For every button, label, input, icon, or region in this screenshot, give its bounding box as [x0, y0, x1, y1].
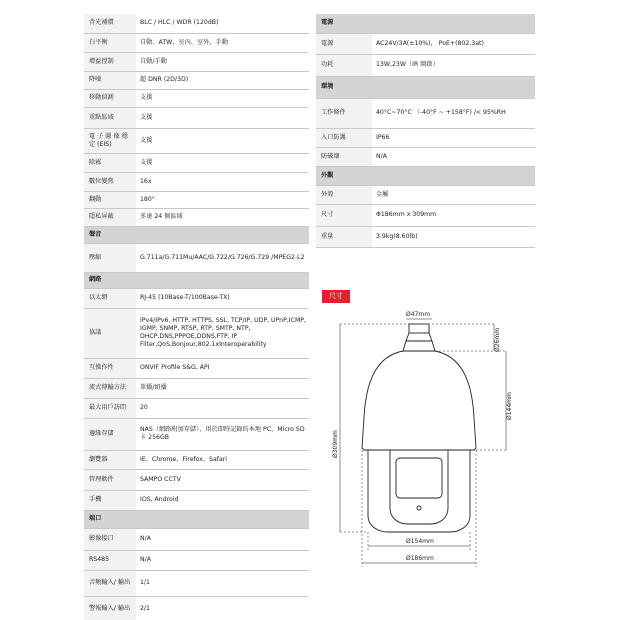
- spec-value: NAS（網路附加存儲），用於即時記錄的本地 PC，Micro SD 卡 256GB: [136, 418, 309, 450]
- spec-label: 工作條件: [316, 98, 372, 128]
- spec-value: BLC / HLC / WDR (120dB): [136, 14, 309, 33]
- spec-value: 金屬: [372, 185, 535, 204]
- left-section-row: [84, 510, 309, 528]
- right-spec-row: [316, 54, 535, 76]
- spec-label: 除霧: [84, 153, 136, 172]
- left-spec-row: [84, 191, 309, 208]
- spec-label: 重量: [316, 226, 372, 247]
- left-spec-row: [84, 243, 309, 272]
- left-section-row: [84, 226, 309, 243]
- spec-value: IPv4/IPv6, HTTP, HTTPS, SSL, TCP/IP, UDP, UPnP,ICMP, IGMP, SNMP, RTSP, RTP, SMTP, NTP, DHCP,DNS,PPPOE,DDNS,FTP, IP Filter,QoS,Bonjour,802.1xInteroperability: [136, 308, 309, 358]
- spec-label: 影像接口: [84, 528, 136, 550]
- spec-value: 單播/組播: [136, 378, 309, 398]
- spec-value: AC24V/3A(±10%)， PoE+(802.3at): [372, 33, 535, 54]
- spec-label: 數位變焦: [84, 172, 136, 191]
- camera-mount-top: [409, 324, 429, 333]
- spec-label: 最大用戶訪問: [84, 398, 136, 418]
- left-spec-row: [84, 107, 309, 128]
- right-spec-row: [316, 204, 535, 226]
- spec-value: IE、Chrome、Firefox、Safari: [136, 450, 309, 469]
- right-spec-row: [316, 33, 535, 54]
- dim-top-diameter-label: Ø47mm: [406, 311, 431, 318]
- left-spec-row: [84, 418, 309, 450]
- camera-dome-window: [390, 450, 448, 524]
- spec-label: 翻動: [84, 191, 136, 208]
- spec-value: 13W,23W（IR 開啟）: [372, 54, 535, 76]
- spec-label: 手機: [84, 490, 136, 510]
- spec-label: 重點區域: [84, 107, 136, 128]
- dim-body-diameter-label: Ø186mm: [406, 555, 434, 562]
- camera-dome-housing: [368, 450, 470, 532]
- spec-label: 降噪: [84, 71, 136, 89]
- spec-value: [136, 272, 309, 288]
- left-spec-row: [84, 358, 309, 378]
- spec-label: 移動偵測: [84, 89, 136, 107]
- spec-value: N/A: [136, 550, 309, 570]
- right-section-row: [316, 166, 535, 185]
- left-spec-row: [84, 172, 309, 191]
- spec-label: 增益控制: [84, 52, 136, 71]
- spec-label: 功耗: [316, 54, 372, 76]
- left-spec-row: [84, 378, 309, 398]
- spec-value: IOS, Android: [136, 490, 309, 510]
- spec-label: 白平衡: [84, 33, 136, 52]
- spec-value: 支援: [136, 89, 309, 107]
- spec-label: 警報輸入/ 輸出: [84, 596, 136, 620]
- camera-dimension-drawing: [318, 308, 530, 580]
- camera-neck: [403, 341, 435, 351]
- left-spec-row: [84, 128, 309, 153]
- spec-value: 20: [136, 398, 309, 418]
- spec-value: 40°C~70°C （-40°F ~ +158°F) /< 95%RH: [372, 98, 535, 128]
- spec-value: 支援: [136, 128, 309, 153]
- spec-label: 壓縮: [84, 243, 136, 272]
- section-title: 外觀: [316, 166, 372, 185]
- section-title: 電源: [316, 14, 372, 33]
- spec-value: [136, 226, 309, 243]
- right-section-row: [316, 14, 535, 33]
- spec-value: 3.9kg(8.60lb): [372, 226, 535, 247]
- camera-lens-block: [396, 458, 442, 498]
- left-spec-table: [84, 14, 309, 620]
- spec-label: 邊緣存儲: [84, 418, 136, 450]
- spec-value: ONVIF Profile S&G, API: [136, 358, 309, 378]
- spec-label: 外殼: [316, 185, 372, 204]
- spec-value: 自動、ATW、室內、室外、手動: [136, 33, 309, 52]
- right-spec-row: [316, 226, 535, 247]
- left-spec-row: [84, 596, 309, 620]
- spec-label: 協議: [84, 308, 136, 358]
- dim-bottom-diameter-label: Ø154mm: [406, 538, 434, 545]
- spec-value: N/A: [136, 528, 309, 550]
- spec-value: 2/1: [136, 596, 309, 620]
- left-spec-row: [84, 550, 309, 570]
- left-spec-row: [84, 89, 309, 107]
- left-spec-row: [84, 398, 309, 418]
- section-title: 環境: [316, 76, 372, 98]
- dim-total-height-label: Ø309mm: [332, 430, 339, 458]
- right-section-row: [316, 76, 535, 98]
- left-spec-row: [84, 469, 309, 490]
- spec-label: 電源: [316, 33, 372, 54]
- spec-label: 入口防護: [316, 128, 372, 147]
- right-spec-row: [316, 98, 535, 128]
- spec-value: 16x: [136, 172, 309, 191]
- spec-label: 以太網: [84, 288, 136, 308]
- spec-value: [136, 510, 309, 528]
- size-section-label: 尺寸: [322, 290, 350, 303]
- camera-collar: [406, 333, 432, 341]
- right-spec-row: [316, 185, 535, 204]
- left-spec-row: [84, 490, 309, 510]
- right-spec-row: [316, 128, 535, 147]
- section-title: 聲音: [84, 226, 136, 243]
- section-title: 端口: [84, 510, 136, 528]
- spec-value: 超 DNR (2D/3D): [136, 71, 309, 89]
- spec-label: 音頻輸入/ 輸出: [84, 570, 136, 596]
- spec-value: G.711a/G.711Mu/AAC/G.722/G.726/G.729 /MPEG2-L2: [136, 243, 309, 272]
- left-spec-row: [84, 208, 309, 226]
- left-spec-row: [84, 570, 309, 596]
- spec-label: 隱私屏蔽: [84, 208, 136, 226]
- spec-value: IP66: [372, 128, 535, 147]
- right-spec-table: [316, 14, 535, 248]
- dim-dome-height-label: Ø144mm: [506, 392, 513, 420]
- dimension-lines: [340, 319, 506, 567]
- left-spec-row: [84, 308, 309, 358]
- spec-label: 尺寸: [316, 204, 372, 226]
- camera-outline: [362, 324, 476, 532]
- left-spec-row: [84, 71, 309, 89]
- spec-value: Φ186mm x 309mm: [372, 204, 535, 226]
- left-section-row: [84, 272, 309, 288]
- spec-value: 1/1: [136, 570, 309, 596]
- spec-value: 支援: [136, 107, 309, 128]
- left-spec-row: [84, 14, 309, 33]
- camera-head: [362, 351, 476, 450]
- left-spec-row: [84, 288, 309, 308]
- spec-label: 互操作性: [84, 358, 136, 378]
- left-spec-row: [84, 33, 309, 52]
- spec-label: 電 子 圖 像 穩 定 (EIS): [84, 128, 136, 153]
- spec-value: 180°: [136, 191, 309, 208]
- spec-value: 自動/手動: [136, 52, 309, 71]
- camera-lens-dot: [417, 506, 421, 510]
- left-spec-row: [84, 153, 309, 172]
- right-spec-row: [316, 147, 535, 166]
- spec-value: 支援: [136, 153, 309, 172]
- spec-value: [372, 166, 535, 185]
- spec-value: N/A: [372, 147, 535, 166]
- spec-value: [372, 14, 535, 33]
- left-spec-row: [84, 450, 309, 469]
- spec-value: 多達 24 個區域: [136, 208, 309, 226]
- spec-label: 背光補償: [84, 14, 136, 33]
- left-spec-row: [84, 528, 309, 550]
- section-title: 網路: [84, 272, 136, 288]
- spec-label: RS485: [84, 550, 136, 570]
- left-spec-row: [84, 52, 309, 71]
- spec-value: [372, 76, 535, 98]
- spec-label: 瀏覽器: [84, 450, 136, 469]
- spec-label: 流式傳輸方法: [84, 378, 136, 398]
- spec-value: RJ-45 (10Base-T/100Base-TX): [136, 288, 309, 308]
- spec-label: 防破壞: [316, 147, 372, 166]
- spec-label: 管理軟件: [84, 469, 136, 490]
- dim-collar-height-label: Ø26mm: [494, 327, 501, 352]
- spec-value: SAMPO CCTV: [136, 469, 309, 490]
